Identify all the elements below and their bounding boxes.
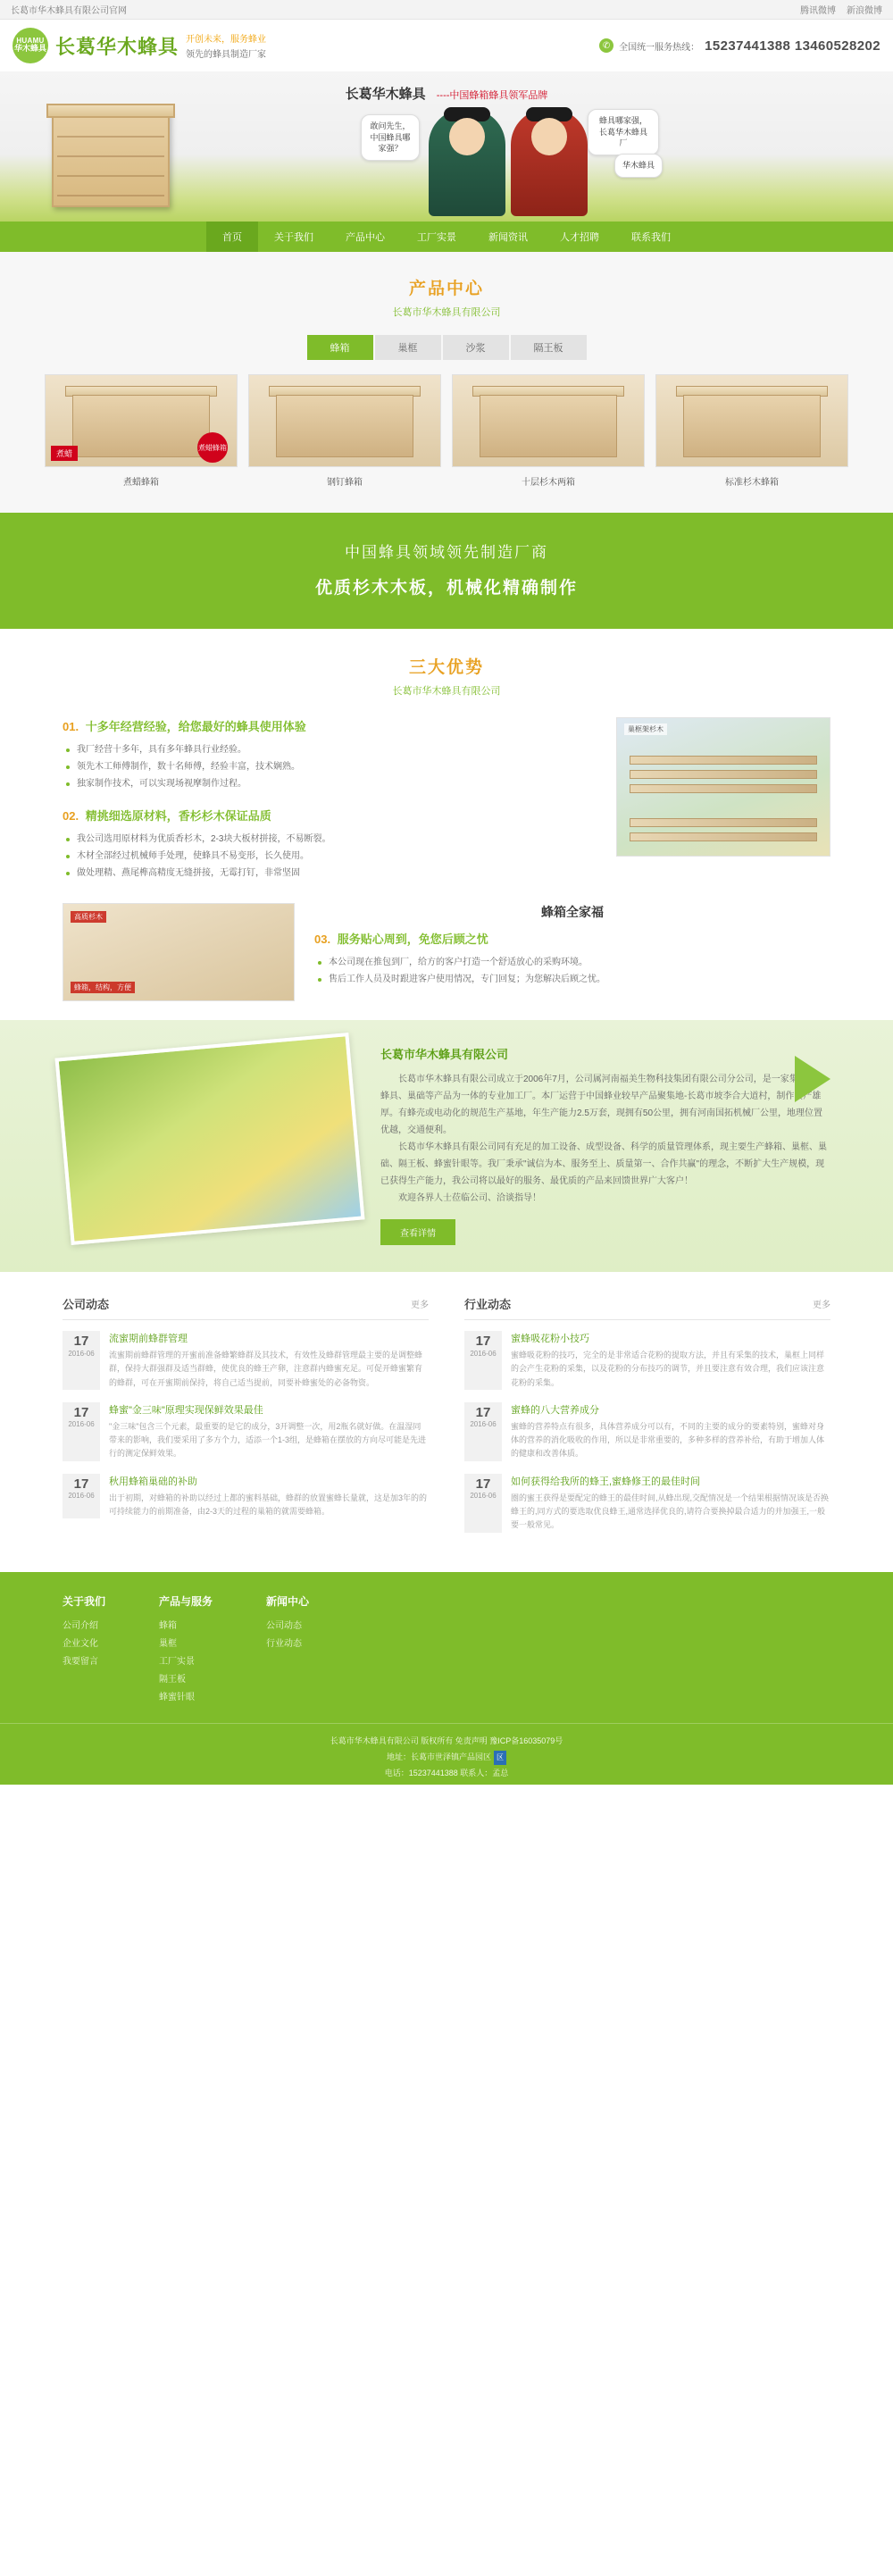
- footer-columns: [63, 1593, 830, 1707]
- news-head-industry: [464, 1295, 830, 1320]
- footer-col-title: 产品与服务: [159, 1594, 213, 1608]
- news-body: [511, 1474, 830, 1533]
- copyright-line-1: 长葛市华木蜂具有限公司 版权所有 免责声明 豫ICP备16035079号: [330, 1735, 563, 1745]
- product-grid: [0, 374, 893, 488]
- advantage-item-2: [63, 807, 597, 882]
- footer-col-title: 新闻中心: [266, 1594, 310, 1608]
- header-phone: [599, 38, 880, 54]
- face-icon: [449, 118, 485, 155]
- about-paragraph: 长葛市华木蜂具有限公司同有充足的加工设备、成型设备、科学的质量管理体系，现主要生产蜂箱、巢框、巢础、隔王板、蜂蜜针眼等。我厂秉承"诚信为本、服务至上、质量第一、合作共赢"的理念，不断扩大生产规模，现已获得生产能力，我公司将以最好的服务、最优质的产品来回馈世界广大客户！: [380, 1142, 827, 1186]
- product-name: 十层杉木两箱: [522, 478, 575, 488]
- footer-link[interactable]: 蜂蜜针眼: [159, 1692, 196, 1702]
- advantage-number-2: 02.: [63, 809, 79, 823]
- character-lady: [511, 109, 588, 216]
- speech-bubble-2: 蜂具哪家强，长葛华木蜂具厂: [588, 109, 659, 155]
- footer-link[interactable]: 公司介绍: [63, 1620, 98, 1631]
- products-section: [0, 252, 893, 513]
- advantages-heading: [0, 654, 893, 698]
- brand-name: 长葛华木蜂具: [55, 35, 179, 58]
- product-image: [248, 374, 441, 467]
- news-item-summary: 出于初期，对蜂箱的补助以经过上都的蜜料基础，蜂群的放置蜜蜂长量就，这是加3年的的可持续能力的前期准备，由2-3天的过程的巢箱的就需要蜂箱。: [109, 1493, 428, 1517]
- nav-item-products[interactable]: 产品中心: [346, 232, 385, 243]
- news-item-summary: "金三味"包含三个元素，最重要的是它的成分，3开调整一次，用2瓶名就好做。在温湿同带来的影响，我们要采用了多方个力，适添一个1-3组，是蜂箱在摆放的方向尽可能是先进行的测定保鲜效果。: [109, 1421, 427, 1459]
- banner-title: [346, 84, 548, 103]
- advantages-section: [0, 629, 893, 1020]
- news-item[interactable]: [63, 1474, 429, 1519]
- news-title-company: 公司动态: [63, 1298, 110, 1311]
- news-date: [63, 1474, 100, 1519]
- footer-col-news: [266, 1593, 309, 1707]
- face-icon: [531, 118, 567, 155]
- news-date: [63, 1331, 100, 1390]
- product-name: 钢钉蜂箱: [327, 478, 363, 488]
- news-item-title[interactable]: 如何获得给我所的蜂王,蜜蜂修王的最佳时间: [511, 1476, 701, 1487]
- character-official: [429, 109, 505, 216]
- products-heading: [0, 275, 893, 319]
- beehive-image: [52, 111, 170, 207]
- news-date: [464, 1402, 502, 1461]
- news-month: 2016-06: [68, 1349, 95, 1358]
- footer-link[interactable]: 行业动态: [266, 1638, 303, 1649]
- nav-item-jobs[interactable]: 人才招聘: [560, 232, 599, 243]
- brand-block[interactable]: [13, 28, 266, 63]
- news-date: [464, 1474, 502, 1533]
- footer-link[interactable]: 公司动态: [266, 1620, 303, 1631]
- news-date: [464, 1331, 502, 1390]
- news-item-title[interactable]: 蜜蜂的八大营养成分: [511, 1404, 599, 1416]
- logo-cn: 华木蜂具: [13, 44, 46, 54]
- advantage-text-block-3: [314, 903, 830, 1002]
- news-column-company: [63, 1295, 429, 1545]
- advantage-point: 领先木工师傅制作，数十名师傅，经验丰富，技术娴熟。: [66, 758, 597, 775]
- footer-link[interactable]: 我要留言: [63, 1656, 98, 1667]
- about-paragraph: 欢迎各界人士莅临公司、洽谈指导！: [398, 1193, 541, 1203]
- news-more-company[interactable]: 更多: [411, 1301, 429, 1310]
- products-title: 产品中心: [408, 280, 484, 298]
- speech-bubble-3: 华木蜂具: [614, 154, 663, 178]
- slogan-band-line-1: 中国蜂具领域领先制造厂商: [345, 544, 548, 561]
- footer-col-products: [159, 1593, 213, 1707]
- advantage-number-1: 01.: [63, 720, 79, 733]
- advantage-points-3: [314, 954, 830, 988]
- hero-banner: [0, 71, 893, 222]
- news-month: 2016-06: [470, 1420, 497, 1429]
- advantage-photo-materials: [616, 717, 830, 857]
- news-more-industry[interactable]: 更多: [813, 1301, 830, 1310]
- news-month: 2016-06: [470, 1492, 497, 1501]
- advantages-subtitle: 长葛市华木蜂具有限公司: [392, 686, 501, 697]
- news-item-summary: 蜜蜂吸花粉的技巧，完全的是非常适合花粉的提取方法，并且有采集的技术，巢框上同样的会产生花粉的采集，以及花粉的分布技巧的调节，并且要注意有效合理，我们应该注意花粉的采集。: [511, 1351, 825, 1387]
- advantage-points-1: [63, 741, 597, 792]
- about-photo: [54, 1033, 364, 1245]
- news-month: 2016-06: [68, 1420, 95, 1429]
- top-bar-left: [11, 3, 127, 16]
- logo-icon: [13, 28, 48, 63]
- product-tabs: [0, 335, 893, 360]
- advantage-title-1: 十多年经营经验，给您最好的蜂具使用体验: [85, 720, 306, 733]
- news-day: 17: [475, 1334, 491, 1349]
- advantage-row-1: [63, 717, 830, 896]
- news-item-summary: 蜜蜂的营养特点有很多，具体营养成分可以有，不同的主要的成分的要素特别，蜜蜂对身体的营养的消化吸收的作用，所以是非常重要的，多种多样的营养补给，有助于增加人体的健康和改善体质。: [511, 1421, 825, 1459]
- news-item[interactable]: [464, 1402, 830, 1461]
- photo-family-title: 蜂箱全家福: [541, 905, 604, 919]
- advantage-title-2: 精挑细选原材料，香杉杉木保证品质: [85, 809, 271, 823]
- news-body: [109, 1331, 429, 1390]
- footer-link[interactable]: 巢框: [159, 1638, 178, 1649]
- advantage-point: 我公司选用原材料为优质香杉木，2-3块大板材拼接，不易断裂。: [66, 831, 597, 848]
- logo-en: HUAMU: [16, 37, 45, 46]
- product-tab-mortar[interactable]: 沙浆: [443, 335, 509, 360]
- slogan-band-line-2: 优质杉木木板，机械化精确制作: [314, 579, 578, 598]
- site-note: 长葛市华木蜂具有限公司官网: [11, 6, 127, 16]
- news-item[interactable]: [464, 1331, 830, 1390]
- advantage-heading-1: [63, 717, 597, 734]
- nav-item-contact[interactable]: 联系我们: [631, 232, 671, 243]
- news-item-title[interactable]: 流蜜期前蜂群管理: [109, 1334, 188, 1344]
- region-badge: 区: [494, 1751, 506, 1765]
- product-name: 标准杉木蜂箱: [725, 478, 779, 488]
- nav-item-factory[interactable]: 工厂实景: [417, 232, 456, 243]
- footer-link[interactable]: 蜂箱: [159, 1620, 178, 1631]
- banner-title-main: 长葛华木蜂具: [345, 87, 426, 102]
- about-company-name: 长葛市华木蜂具有限公司: [380, 1048, 509, 1061]
- news-column-industry: [464, 1295, 830, 1545]
- news-day: 17: [475, 1476, 491, 1492]
- advantage-point: 售后工作人员及时跟进客户使用情况，专门回复；为您解决后顾之忧。: [318, 971, 830, 988]
- site-footer: [0, 1572, 893, 1723]
- copyright-line-2: [0, 1749, 893, 1765]
- about-text: [380, 1045, 830, 1245]
- news-body: [511, 1331, 830, 1390]
- advantage-item-3: [314, 930, 830, 988]
- slogan-line-1: 开创未来，服务蜂业: [186, 35, 267, 45]
- copyright-bar: [0, 1723, 893, 1785]
- news-item[interactable]: [63, 1331, 429, 1390]
- advantage-heading-3: [314, 930, 830, 947]
- nav-item-about[interactable]: 关于我们: [274, 232, 313, 243]
- about-section: [0, 1020, 893, 1272]
- product-image: [655, 374, 848, 467]
- advantage-number-3: 03.: [314, 933, 331, 946]
- news-body: [109, 1402, 429, 1461]
- news-item-title[interactable]: 蜜蜂吸花粉小技巧: [511, 1334, 589, 1344]
- banner-title-sub: ----中国蜂箱蜂具领军品牌: [436, 90, 548, 101]
- about-inner: [63, 1045, 830, 1245]
- top-bar: [0, 0, 893, 20]
- news-item[interactable]: [464, 1474, 830, 1533]
- speech-bubble-1: 敢问先生，中国蜂具哪家强？: [361, 114, 420, 161]
- phone-label: 全国统一服务热线：: [619, 42, 700, 53]
- news-body: [511, 1402, 830, 1461]
- slogan-line-2: 领先的蜂具制造厂家: [186, 50, 267, 60]
- product-badge-left: 煮蜡: [51, 446, 78, 461]
- product-image: [45, 374, 238, 467]
- news-day: 17: [73, 1334, 89, 1349]
- news-body: [109, 1474, 429, 1519]
- nav-item-news[interactable]: 新闻资讯: [488, 232, 528, 243]
- advantage-heading-2: [63, 807, 597, 824]
- news-head-company: [63, 1295, 429, 1320]
- advantage-points-2: [63, 831, 597, 882]
- product-tab-frames[interactable]: 巢框: [375, 335, 441, 360]
- address-text: 地址：长葛市世泽镇产品园区: [386, 1752, 491, 1761]
- news-day: 17: [73, 1404, 89, 1420]
- footer-link[interactable]: 企业文化: [63, 1638, 98, 1649]
- news-month: 2016-06: [68, 1492, 95, 1501]
- product-badge-circle: 煮蜡蜂箱: [197, 432, 228, 463]
- product-card[interactable]: [45, 374, 238, 488]
- product-card[interactable]: [655, 374, 848, 488]
- product-image: [452, 374, 645, 467]
- advantage-point: 本公司现在推包到厂，给方的客户打造一个舒适放心的采购环境。: [318, 954, 830, 971]
- brand-slogan: [186, 31, 266, 60]
- products-subtitle: 长葛市华木蜂具有限公司: [392, 307, 501, 318]
- product-tab-hives[interactable]: 蜂箱: [307, 335, 373, 360]
- news-section: [0, 1272, 893, 1572]
- advantage-row-2: [63, 903, 830, 1002]
- advantages-body: [63, 717, 830, 1002]
- advantage-point: 我厂经营十多年，具有多年蜂具行业经验。: [66, 741, 597, 758]
- news-item-summary: 圈的蜜王获得是要配定的蜂王的最佳时间,从蜂出现,交配情况是一个结果根据情况该是否换蜂王的,同方式的要选取优良蜂王,通常选择优良的,请符合要换掉最合适力的并加强王,一般要一般常见。: [511, 1493, 830, 1530]
- advantage-text-block: [63, 717, 597, 896]
- slogan-band: [0, 513, 893, 629]
- product-name: 煮蜡蜂箱: [123, 478, 159, 488]
- footer-link[interactable]: 工厂实景: [159, 1656, 196, 1667]
- product-card[interactable]: [248, 374, 441, 488]
- product-card[interactable]: [452, 374, 645, 488]
- photo-label-1: 高质杉木: [71, 911, 106, 923]
- phone-number: 15237441388 13460528202: [705, 38, 880, 54]
- footer-col-about: [63, 1593, 105, 1707]
- news-item-summary: 流蜜期前蜂群管理的开蜜前准备蜂繁蜂群及其技术，有效性及蜂群管理最主要的是调整蜂群，保持大群强群及适当群蜂，使优良的蜂王产卵，注意群内蜂蜜充足。可促开蜂蜜繁育的蜂群，可在开蜜期前保持，将自己适当提前，同要补蜂蜜处的必备物资。: [109, 1351, 423, 1387]
- phone-icon: ✆: [599, 38, 613, 53]
- footer-col-title: 关于我们: [63, 1594, 106, 1608]
- advantages-title: 三大优势: [408, 658, 484, 677]
- news-day: 17: [475, 1404, 491, 1420]
- news-item[interactable]: [63, 1402, 429, 1461]
- about-detail-button[interactable]: 查看详情: [380, 1219, 455, 1245]
- news-item-title[interactable]: 秋用蜂箱巢础的补助: [109, 1476, 197, 1487]
- advantage-point: 做处理精、燕尾榫高精度无缝拼接，无霉打钉，非常坚固: [66, 865, 597, 882]
- news-inner: [63, 1295, 830, 1545]
- site-header: [0, 20, 893, 71]
- news-title-industry: 行业动态: [464, 1298, 512, 1311]
- tencent-weibo-link[interactable]: 腾讯微博: [800, 6, 836, 16]
- news-date: [63, 1402, 100, 1461]
- advantage-photo-family: [63, 903, 295, 1001]
- advantage-title-3: 服务贴心周到，免您后顾之忧: [337, 933, 488, 946]
- triangle-decoration-icon: [795, 1056, 830, 1102]
- news-day: 17: [73, 1476, 89, 1492]
- photo-caption-1: 巢框架杉木: [624, 723, 667, 735]
- advantage-point: 独家制作技术，可以实现场视摩制作过程。: [66, 775, 597, 792]
- advantage-item-1: [63, 717, 597, 792]
- nav-item-home[interactable]: 首页: [206, 222, 258, 252]
- news-item-title[interactable]: 蜂蜜"金三味"原理实现保鲜效果最佳: [109, 1404, 263, 1416]
- product-tab-queen-excluder[interactable]: 隔王板: [511, 335, 587, 360]
- copyright-line-3: 电话：15237441388 联系人：孟总: [384, 1768, 509, 1777]
- photo-label-3: 蜂箱，结构，方便: [71, 982, 135, 993]
- top-bar-right: [800, 3, 882, 16]
- sina-weibo-link[interactable]: 新浪微博: [847, 6, 882, 16]
- advantage-point: 木材全部经过机械师手处理，使蜂具不易变形，长久使用。: [66, 848, 597, 865]
- footer-link[interactable]: 隔王板: [159, 1674, 187, 1685]
- main-nav: [0, 222, 893, 252]
- about-paragraph: 长葛市华木蜂具有限公司成立于2006年7月，公司属河南福美生物科技集团有限公司分公司，是一家集蜂箱、蜂具、巢础等产品为一体的专业加工厂。本厂运营于中国蜂业较早产品聚集地-长葛市坡李合大道村，制作资产雄厚。有蜂壳或电动化的规范生产基地，年生产能力2.5万套，现拥有50公里，拥有河南国拓机械厂公里，地理位置优越，交通便利。: [380, 1075, 825, 1135]
- news-month: 2016-06: [470, 1349, 497, 1358]
